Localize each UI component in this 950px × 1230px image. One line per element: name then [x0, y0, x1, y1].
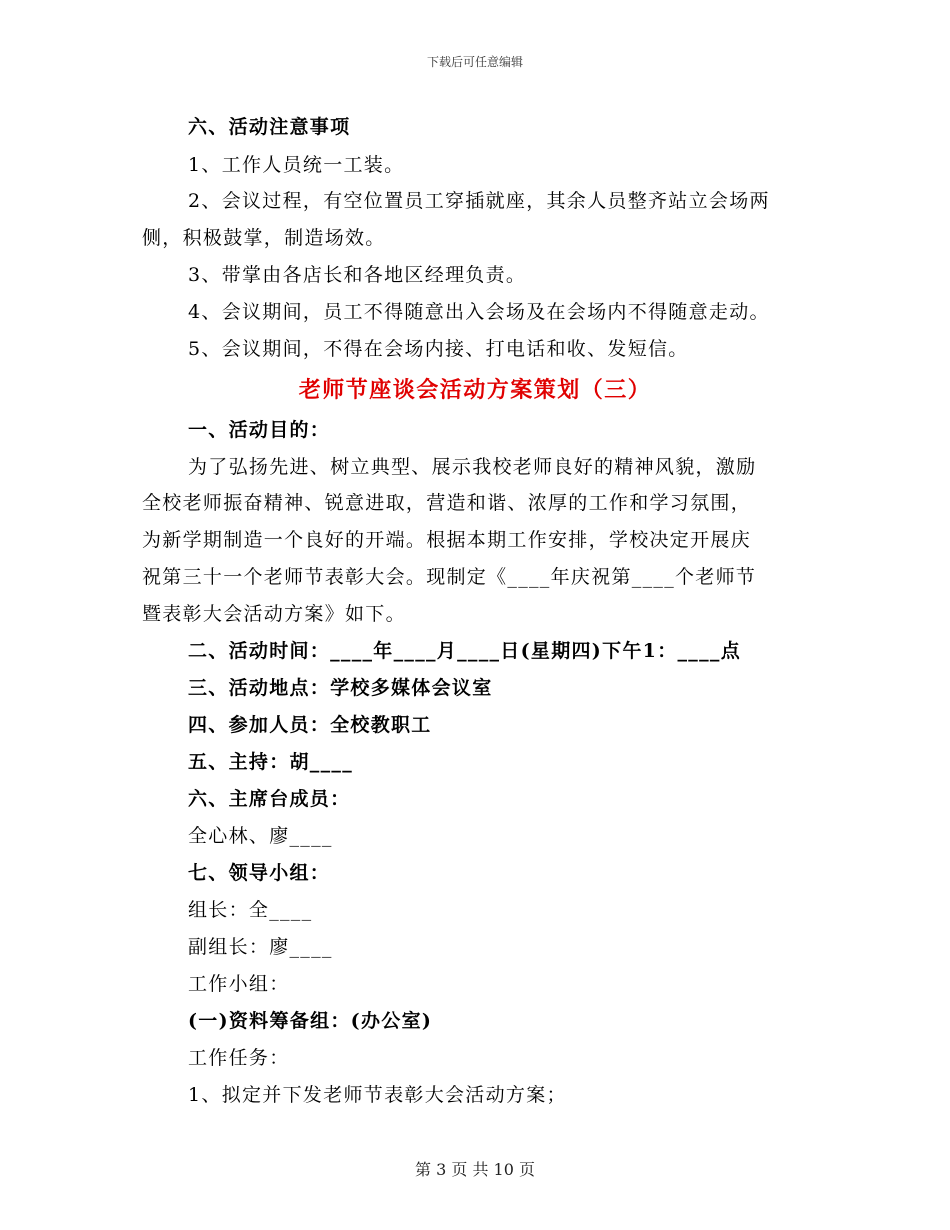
part2-activity-time: 二、活动时间：____年____月____日(星期四)下午1：____点 [188, 640, 742, 662]
part4-participants: 四、参加人员：全校教职工 [188, 714, 432, 736]
part1-paragraph-line5: 暨表彰大会活动方案》如下。 [142, 603, 406, 625]
section6-item-3: 3、带掌由各店长和各地区经理负责。 [188, 264, 527, 286]
section6-heading: 六、活动注意事项 [188, 116, 351, 138]
section6-item-2-line2: 侧，积极鼓掌，制造场效。 [142, 227, 386, 249]
group1-tasks-label: 工作任务： [188, 1047, 290, 1069]
group1-heading: (一)资料筹备组：(办公室) [188, 1010, 433, 1032]
page-footer: 第 3 页 共 10 页 [415, 1160, 535, 1179]
part3-activity-location: 三、活动地点：学校多媒体会议室 [188, 677, 493, 699]
part7-heading: 七、领导小组： [188, 862, 331, 884]
part1-heading: 一、活动目的： [188, 419, 331, 441]
section6-item-1: 1、工作人员统一工装。 [188, 154, 405, 176]
section6-item-5: 5、会议期间，不得在会场内接、打电话和收、发短信。 [188, 338, 689, 360]
part5-host: 五、主持：胡____ [188, 751, 354, 773]
page-header-note: 下载后可任意编辑 [426, 55, 523, 69]
part7-workgroup: 工作小组： [188, 973, 290, 995]
section6-item-2-line1: 2、会议过程，有空位置员工穿插就座，其余人员整齐站立会场两 [188, 190, 770, 212]
part1-paragraph-line2: 全校老师振奋精神、锐意进取，营造和谐、浓厚的工作和学习氛围， [142, 492, 752, 514]
part1-paragraph-line3: 为新学期制造一个良好的开端。根据本期工作安排，学校决定开展庆 [142, 529, 752, 551]
part7-deputy: 副组长：廖____ [188, 936, 333, 958]
part6-heading: 六、主席台成员： [188, 788, 351, 810]
part1-paragraph-line4: 祝第三十一个老师节表彰大会。现制定《____年庆祝第____个老师节 [142, 566, 757, 588]
part1-paragraph-line1: 为了弘扬先进、树立典型、展示我校老师良好的精神风貌，激励 [188, 456, 757, 478]
part6-members: 全心林、廖____ [188, 825, 333, 847]
section6-item-4: 4、会议期间，员工不得随意出入会场及在会场内不得随意走动。 [188, 301, 770, 323]
part7-leader: 组长：全____ [188, 899, 313, 921]
document-title: 老师节座谈会活动方案策划（三） [298, 377, 652, 403]
group1-task-1: 1、拟定并下发老师节表彰大会活动方案； [188, 1084, 567, 1106]
